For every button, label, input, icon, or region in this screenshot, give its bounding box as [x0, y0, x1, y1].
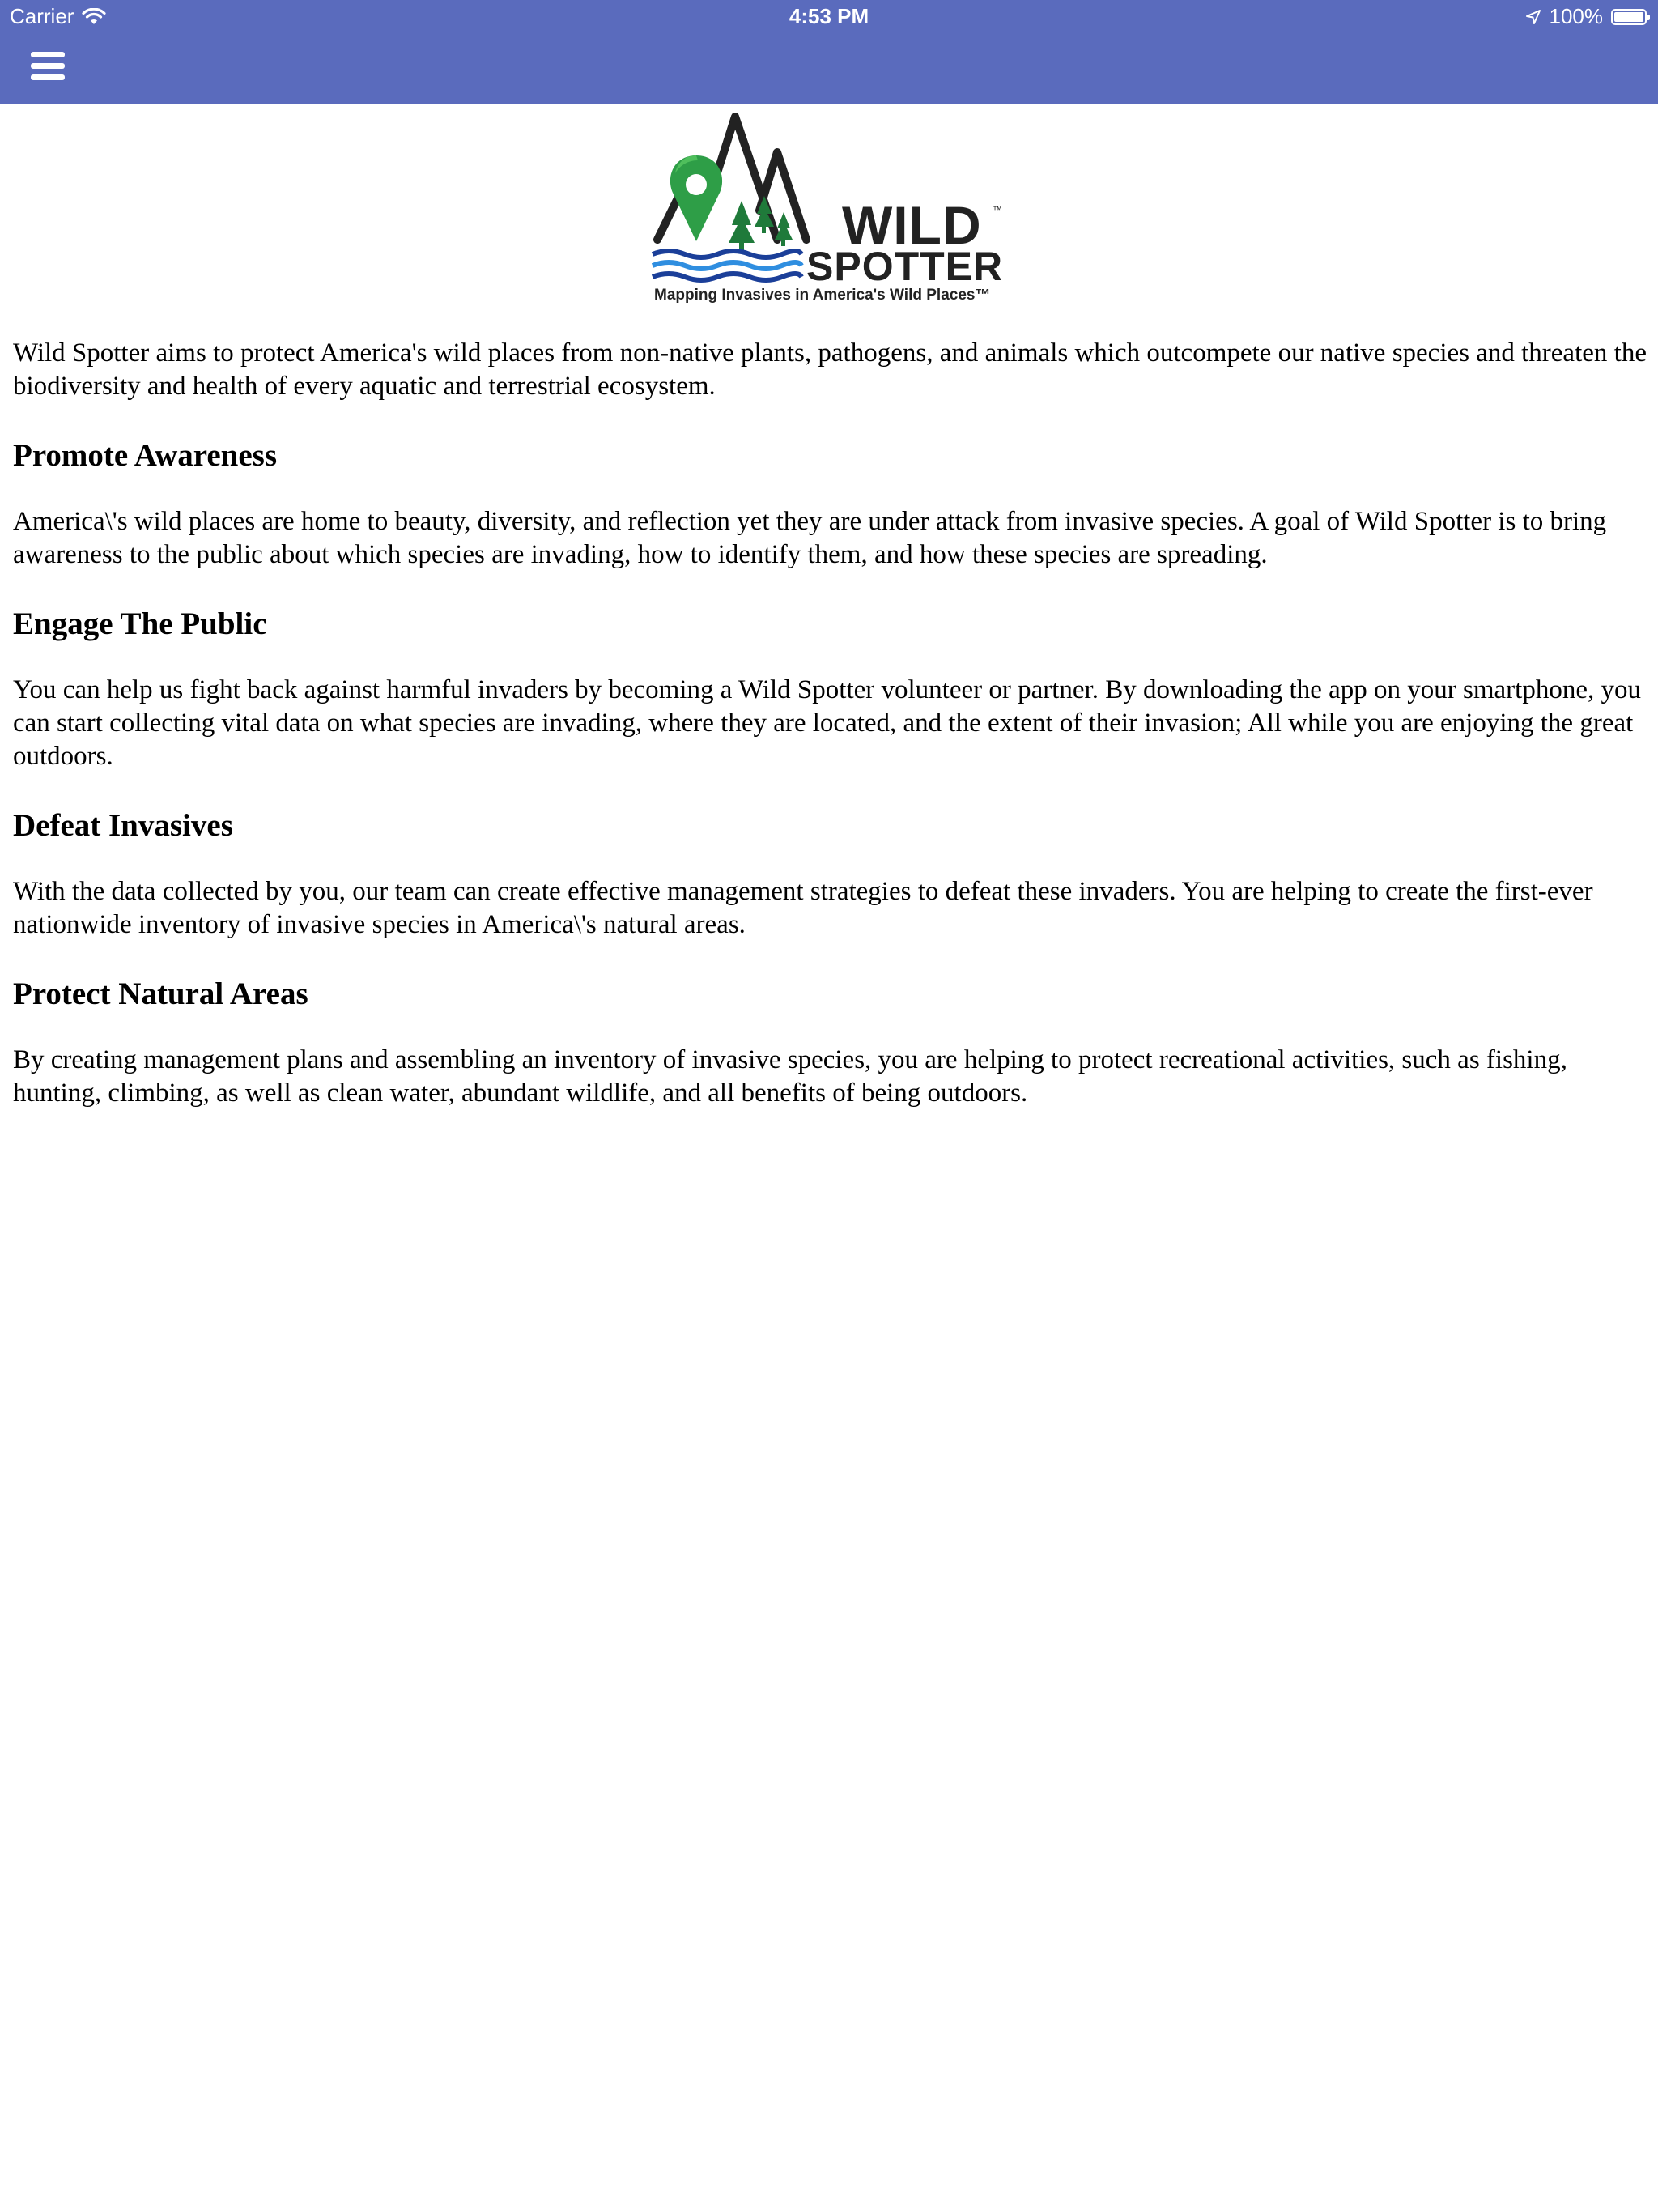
- clock: 4:53 PM: [789, 4, 869, 28]
- section-heading-defeat-invasives: Defeat Invasives: [13, 808, 233, 843]
- menu-line: [31, 52, 65, 57]
- location-arrow-icon: [1525, 9, 1541, 25]
- status-bar: [0, 0, 1658, 32]
- about-content: [13, 337, 1648, 1144]
- section-heading-engage-the-public: Engage The Public: [13, 606, 267, 641]
- section-heading-protect-natural-areas: Protect Natural Areas: [13, 976, 308, 1011]
- battery-fill: [1614, 12, 1643, 22]
- section-body-engage-the-public: You can help us fight back against harmful invaders by becoming a Wild Spotter volunteer or partner. By downloading the app on your smartphone, you can start collecting vital data on what species are invading, where they are located, and the extent of their invasion; All while you are enjoying the great outdoors.: [13, 675, 1641, 771]
- hamburger-menu-icon[interactable]: [31, 52, 65, 81]
- section-body-protect-natural-areas: By creating management plans and assembling an inventory of invasive species, you are helping to protect recreational activities, such as fishing, hunting, climbing, as well as clean water, abundant wildlife, and all benefits of being outdoors.: [13, 1045, 1567, 1108]
- carrier-label: Carrier: [10, 4, 74, 28]
- section-body-defeat-invasives: With the data collected by you, our team can create effective management strategies to defeat these invaders. You are helping to create the first-ever nationwide inventory of invasive species in America\'s natural areas.: [13, 877, 1593, 939]
- logo-trademark: ™: [993, 204, 1002, 215]
- battery-icon: [1611, 9, 1647, 25]
- logo-wordmark-wild: WILD: [842, 195, 982, 255]
- menu-line: [31, 63, 65, 69]
- section-heading-promote-awareness: Promote Awareness: [13, 438, 278, 473]
- battery-percent: 100%: [1549, 4, 1603, 28]
- intro-paragraph: Wild Spotter aims to protect America's wild places from non-native plants, pathogens, and animals which outcompete our native species and threaten the biodiversity and health of every aquatic and terrestrial ecosystem.: [13, 338, 1647, 401]
- nav-bar: [0, 32, 1658, 104]
- logo-tagline: Mapping Invasives in America's Wild Places™: [654, 287, 991, 304]
- section-body-promote-awareness: America\'s wild places are home to beauty, diversity, and reflection yet they are under attack from invasive species. A goal of Wild Spotter is to bring awareness to the public about which species are invading, how to identify them, and how these species are spreading.: [13, 507, 1607, 569]
- menu-line: [31, 74, 65, 80]
- status-right-group: [1525, 4, 1647, 29]
- wild-spotter-logo: [648, 107, 1012, 309]
- logo-wordmark-spotter: SPOTTER: [806, 244, 1004, 289]
